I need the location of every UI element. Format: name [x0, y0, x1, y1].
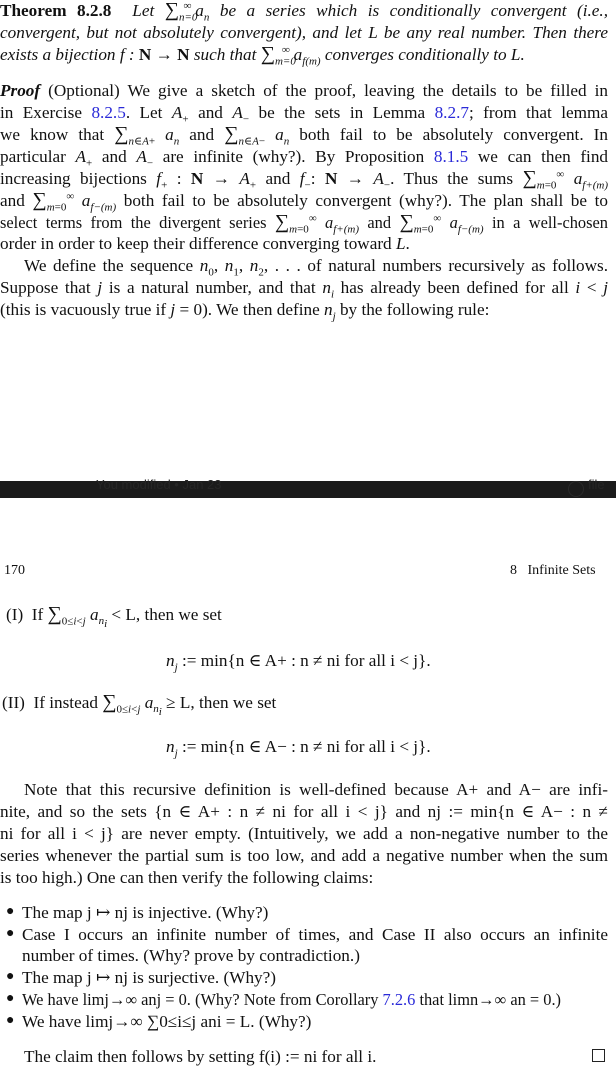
- qed-square-icon: [592, 1049, 605, 1062]
- proof-line-4: particular $A_+$ and $A_-$ are infinite (why?). By Proposition 8.1.5 we can then find: [0, 147, 609, 170]
- case-2-formula: $n_j$ := min{n ∈ A− : n ≠ ni for all i < j}.: [166, 737, 431, 760]
- bullet-icon: ●: [6, 904, 15, 919]
- case-1-condition: (I) If $\sum_{0\le i<j}$ $a_{n_i} < L$, then we set: [6, 603, 222, 631]
- case-1-formula: $n_j$ := min{n ∈ A+ : n ≠ ni for all i < j}.: [166, 651, 431, 674]
- proof-line-3: we know that $\sum_{n\in A+}$ $a_n$ and $\sum_{n\in A-}$ $a_n$ both fail to be absolutely convergent. In: [0, 123, 609, 148]
- proof-line-8: order in order to keep their difference converging toward L.: [0, 234, 410, 253]
- viewer-status-bar: [0, 477, 616, 498]
- note-line-3: ni for all i < j} are never empty. (Intuitively, we add a non-negative number to the: [0, 824, 608, 843]
- page-number: 170: [4, 563, 25, 578]
- case-2-condition: (II) If instead $\sum_{0\le i<j}$ $a_{n_i} \ge L$, then we set: [2, 691, 277, 719]
- bullet-icon: ●: [6, 1013, 15, 1028]
- claim-5: We have limj→∞ ∑0≤i≤j ani = L. (Why?): [22, 1012, 312, 1031]
- proof-line-6: and $\sum_{m=0}^\infty$ $a_{f-(m)}$ both fail to be absolutely convergent (why?). The plan shall be to: [0, 189, 608, 214]
- proof-line-7: select terms from the divergent series $\sum_{m=0}^\infty$ $a_{f+(m)}$ and $\sum_{m=0}^\infty$ $a_{f-(m)}$ in a well-chosen: [0, 211, 608, 236]
- theorem-label: Theorem 8.2.8: [0, 1, 112, 20]
- claim-3: The map j ↦ nj is surjective. (Why?): [22, 968, 276, 987]
- file-icon[interactable]: [568, 481, 584, 497]
- bullet-icon: ●: [6, 969, 15, 984]
- note-line-4: series whenever the partial sum is too low, and add a negative number when the sum: [0, 846, 608, 865]
- claim-4: We have limj→∞ anj = 0. (Why? Note from Corollary 7.2.6 that limn→∞ an = 0.): [22, 990, 561, 1009]
- modified-status: You modified • Jan 23: [96, 477, 222, 492]
- claim-2-line-1: Case I occurs an infinite number of times, and Case II also occurs an infinite: [22, 925, 608, 944]
- claim-2-line-2: number of times. (Why? prove by contradiction.): [22, 946, 360, 965]
- proof-line-1: Proof (Optional) We give a sketch of the proof, leaving the details to be filled in: [0, 81, 608, 100]
- proof-label: Proof: [0, 81, 41, 100]
- theorem-line-3: exists a bijection f : N → N such that $\sum_{m=0}^\infty$ $a_{f(m)}$ converges conditionally to L.: [0, 43, 525, 68]
- corollary-7-2-6-link[interactable]: 7.2.6: [382, 990, 416, 1009]
- theorem-line-2: convergent, but not absolutely convergent), and let L be any real number. Then there: [0, 23, 608, 42]
- proof-para2-line-2: Suppose that j is a natural number, and that $n_i$ has already been defined for all i < j: [0, 278, 609, 301]
- chapter-header: 8 Infinite Sets: [510, 563, 596, 578]
- lemma-8-2-7-link[interactable]: 8.2.7: [434, 103, 469, 122]
- conclusion: The claim then follows by setting f(i) := ni for all i.: [24, 1047, 377, 1066]
- file-label[interactable]: file: [588, 477, 605, 492]
- note-line-5: is too high.) One can then verify the following claims:: [0, 868, 374, 887]
- proof-line-5: increasing bijections $f_+$ : $N \to A_+$ and $f_-$: $N \to A_-$. Thus the sums $\sum_{m=0}^\infty$ $a_{f+(m)}$: [0, 167, 609, 192]
- note-line-2: nite, and so the sets {n ∈ A+ : n ≠ ni for all i < j} and nj := min{n ∈ A− : n ≠: [0, 802, 608, 821]
- proof-para2-line-3: (this is vacuously true if j = 0). We then define $n_j$ by the following rule:: [0, 300, 490, 323]
- bullet-icon: ●: [6, 926, 15, 941]
- claim-1: The map j ↦ nj is injective. (Why?): [22, 903, 269, 922]
- proposition-8-1-5-link[interactable]: 8.1.5: [433, 147, 469, 166]
- note-line-1: Note that this recursive definition is well-defined because A+ and A− are infi-: [24, 780, 608, 799]
- theorem-line-1: Theorem 8.2.8 Let $\sum_{n=0}^\infty$ $a_n$ be a series which is conditionally convergent (i.e.,: [0, 0, 608, 24]
- exercise-8-2-5-link[interactable]: 8.2.5: [91, 103, 126, 122]
- proof-line-2: in Exercise 8.2.5. Let $A_+$ and $A_-$ be the sets in Lemma 8.2.7; from that lemma: [0, 103, 609, 126]
- bullet-icon: ●: [6, 991, 15, 1006]
- proof-para2-line-1: We define the sequence $n_0$, $n_1$, $n_2$, . . . of natural numbers recursively as follows.: [24, 256, 609, 279]
